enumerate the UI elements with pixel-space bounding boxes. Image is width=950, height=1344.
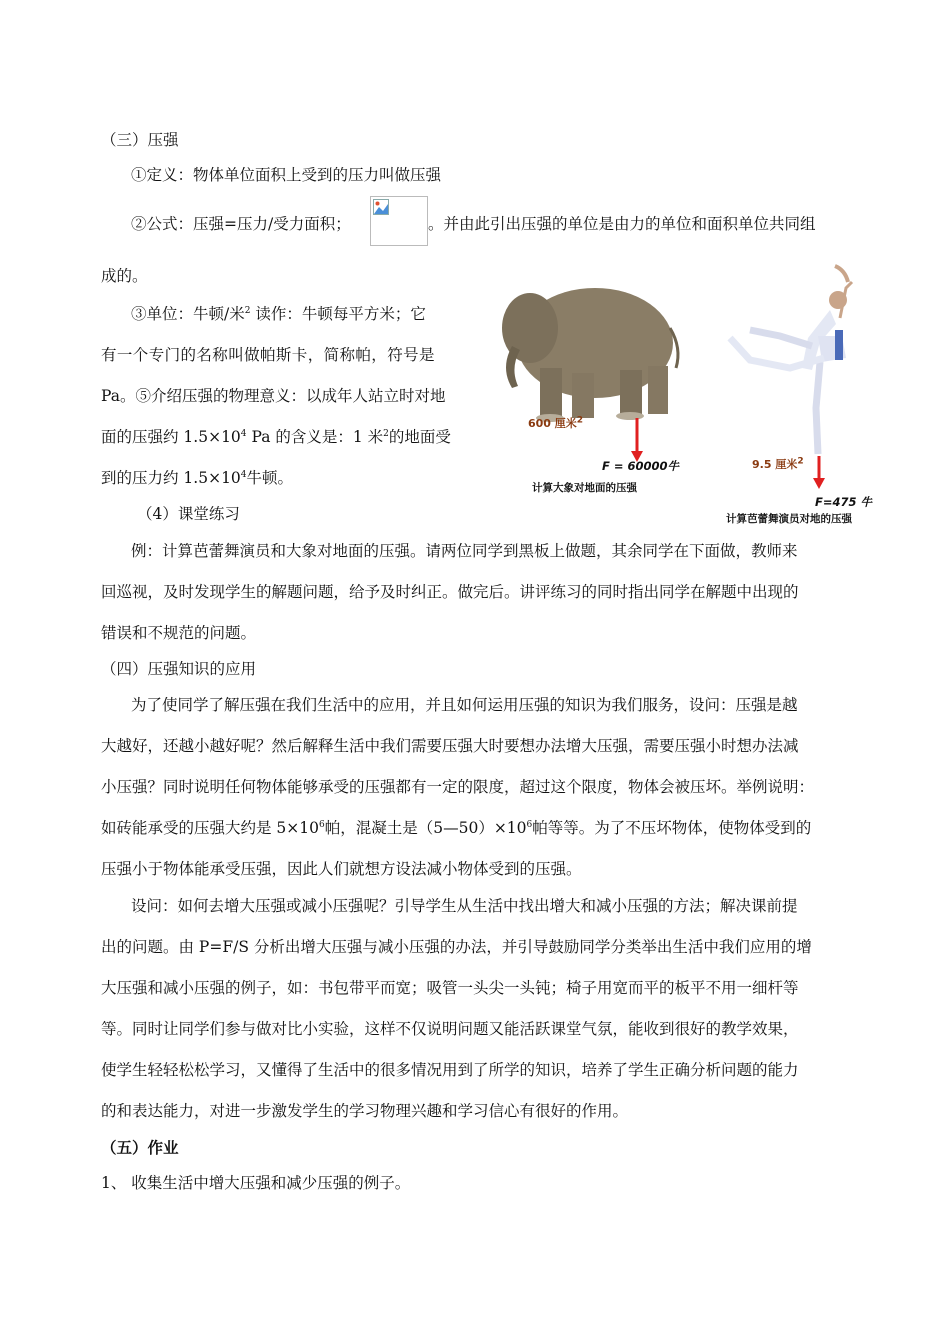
formula-continuation: 成的。 <box>101 267 148 285</box>
elephant-illustration <box>502 288 678 422</box>
elephant-force-label: F = 60000牛 <box>602 459 680 473</box>
dancer-force-label: F=475 牛 <box>815 495 873 509</box>
paragraph-2-line-6: 的和表达能力，对进一步激发学生的学习物理兴趣和学习信心有很好的作用。 <box>101 1102 629 1120</box>
image-placeholder-icon <box>373 199 389 215</box>
paragraph-1-line-1: 为了使同学了解压强在我们生活中的应用，并且如何运用压强的知识为我们服务，设问：压强是越 <box>131 696 798 714</box>
section-4-heading: （四）压强知识的应用 <box>101 660 257 678</box>
pressure-figure <box>490 258 900 528</box>
paragraph-2-line-5: 使学生轻轻松松学习，又懂得了生活中的很多情况用到了所学的知识，培养了学生正确分析问题的能力 <box>101 1061 799 1079</box>
paragraph-1-line-4: 如砖能承受的压强大约是 $5\times 10^6$帕，混凝土是$(5—50)\times 10^6$帕等等。为了不压坏物体，使物体受到的 <box>101 819 812 837</box>
paragraph-2-line-2: 出的问题。由 P=F/S 分析出增大压强与减小压强的办法，并引导鼓励同学分类举出生活中我们应用的增 <box>101 938 812 956</box>
unit-line-4: 面的压强约 $1.5\times 10^4$ Pa 的含义是：1 米$^2$的地面受 <box>101 428 451 446</box>
definition-line: ①定义：物体单位面积上受到的压力叫做压强 <box>131 166 442 184</box>
elephant-area-label: 600 厘米$^2$ <box>528 415 584 430</box>
section-5-heading: （五）作业 <box>101 1139 179 1157</box>
unit-line-2: 有一个专门的名称叫做帕斯卡，简称帕，符号是 <box>101 346 435 364</box>
unit-line-5: 到的压力约 $1.5\times 10^4$牛顿。 <box>101 469 294 487</box>
ballet-dancer-illustration <box>730 266 852 454</box>
paragraph-2-line-4: 等。同时让同学们参与做对比小实验，这样不仅说明问题又能活跃课堂气氛，能收到很好的教学效果， <box>101 1020 799 1038</box>
unit-line-3: Pa。⑤介绍压强的物理意义：以成年人站立时对地 <box>101 387 446 405</box>
dancer-area-label: 9.5 厘米$^2$ <box>752 456 804 471</box>
dancer-caption: 计算芭蕾舞演员对地的压强 <box>726 513 852 525</box>
broken-image-icon <box>370 196 428 246</box>
practice-heading: （4）课堂练习 <box>137 505 240 523</box>
formula-suffix: 。并由此引出压强的单位是由力的单位和面积单位共同组 <box>428 215 816 233</box>
example-line-2: 回巡视，及时发现学生的解题问题，给予及时纠正。做完后。讲评练习的同时指出同学在解题中出现的 <box>101 583 799 601</box>
paragraph-1-line-2: 大越好，还越小越好呢？然后解释生活中我们需要压强大时要想办法增大压强，需要压强小时想办法减 <box>101 737 799 755</box>
example-line-3: 错误和不规范的问题。 <box>101 624 257 642</box>
example-line-1: 例：计算芭蕾舞演员和大象对地面的压强。请两位同学到黑板上做题，其余同学在下面做，教师来 <box>131 542 798 560</box>
unit-line-1: ③单位：牛顿/米$^2$ 读作：牛顿每平方米；它 <box>131 305 426 323</box>
paragraph-1-line-5: 压强小于物体能承受压强，因此人们就想方设法减小物体受到的压强。 <box>101 860 582 878</box>
elephant-caption: 计算大象对地面的压强 <box>532 482 637 494</box>
paragraph-1-line-3: 小压强？同时说明任何物体能够承受的压强都有一定的限度，超过这个限度，物体会被压坏。举例说明： <box>101 778 815 796</box>
paragraph-2-line-3: 大压强和减小压强的例子，如：书包带平而宽；吸管一头尖一头钝；椅子用宽而平的板平不用一细杆等 <box>101 979 799 997</box>
formula-prefix: ②公式：压强=压力/受力面积； <box>131 215 351 233</box>
paragraph-2-line-1: 设问：如何去增大压强或减小压强呢？引导学生从生活中找出增大和减小压强的方法；解决课前提 <box>131 897 798 915</box>
section-3-heading: （三）压强 <box>101 131 179 149</box>
homework-item-1: 1、 收集生活中增大压强和减少压强的例子。 <box>101 1174 411 1192</box>
